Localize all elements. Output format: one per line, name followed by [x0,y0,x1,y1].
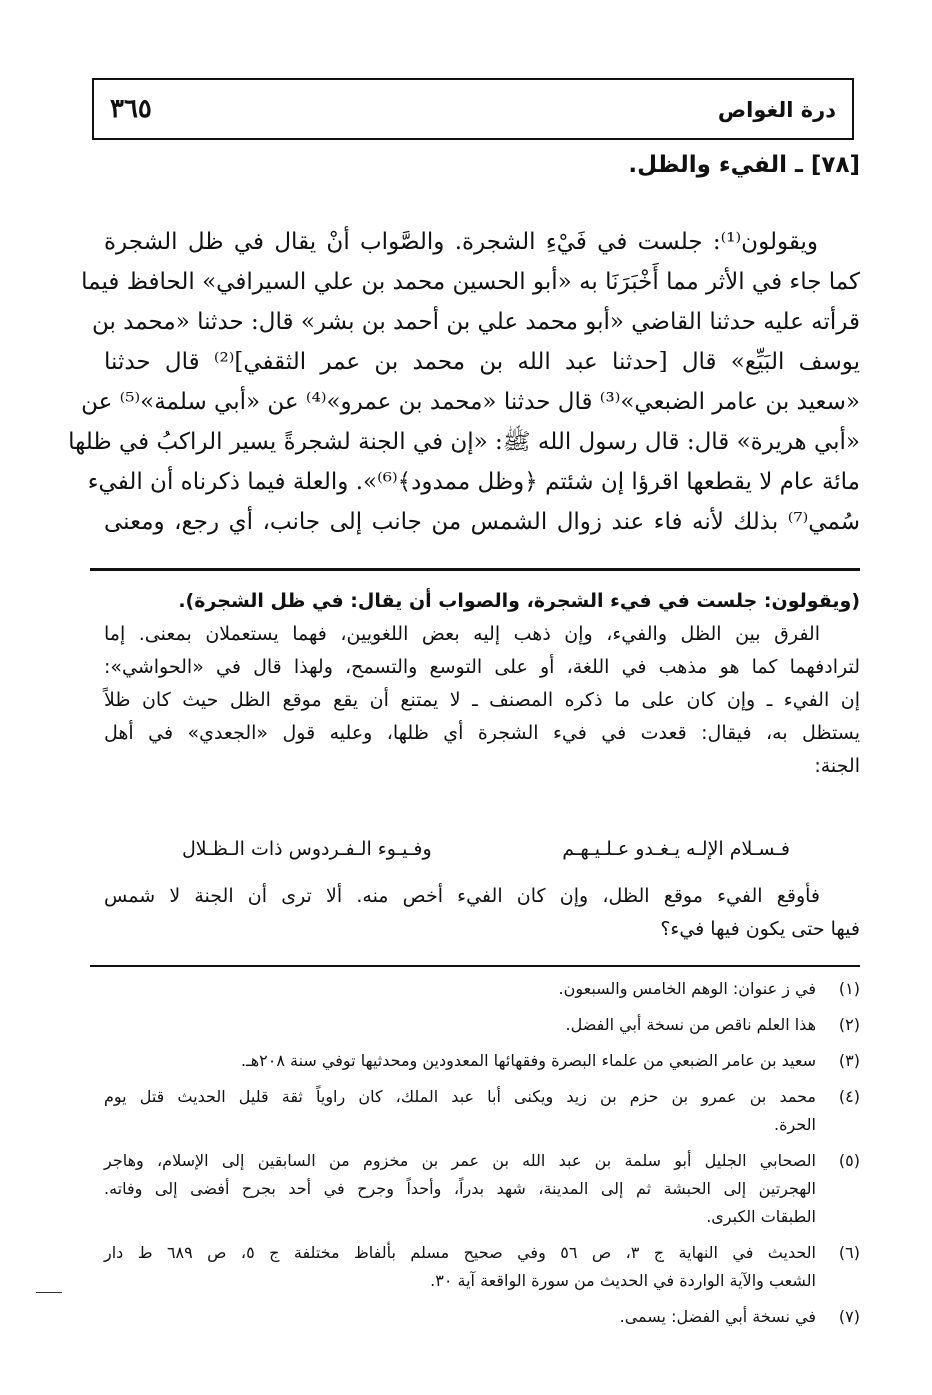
footnote-number: (٦) [838,1243,860,1262]
footnote-text: في نسخة أبي الفضل: يسمى. [619,1307,816,1326]
footnote-text: الهجرتين إلى الحبشة ثم إلى المدينة، شهد بدراً، وأحداً وجرح في أحد بجرح أفضى إلى وفاته. [104,1179,816,1198]
commentary-line: يستظل به، فيقال: قعدت في فيء الشجرة أي ظلها، وعليه قول «الجعدي» في أهل [104,722,860,744]
main-text [68,222,860,542]
main-text-line: «أبي هريرة» قال: قال رسول الله ﷺ: «إن في الجنة لشجرةً يسير الراكبُ في ظلها [68,429,860,455]
margin-mark [36,1292,62,1293]
footnote-text: هذا العلم ناقص من نسخة أبي الفضل. [565,1015,816,1034]
footnote-number: (١) [838,979,860,998]
footnote-text: الحرة. [774,1115,816,1134]
main-text-line: سُمي⁽⁷⁾ بذلك لأنه فاء عند زوال الشمس من جانب إلى جانب، أي رجع، ومعنى [104,509,860,535]
main-text-line: مائة عام لا يقطعها اقرؤا إن شئتم ﴿وظل ممدود﴾⁽⁶⁾». والعلة فيما ذكرناه أن الفيء [87,469,860,495]
commentary-continuation [104,880,860,946]
page-header [92,78,854,140]
commentary-line: إن الفيء ـ وإن كان على ما ذكره المصنف ـ لا يمتنع أن يقع موقع الظل حيث كان ظلاً [104,689,860,711]
footnote [104,1083,860,1139]
commentary-line: الفرق بين الظل والفيء، وإن ذهب إليه بعض اللغويين، فهما يستعملان بمعنى. إما [104,623,820,645]
main-text-line: كما جاء في الأثر مما أَخْبَرَنَا به «أبو الحسين محمد بن علي السيرافي» الحافظ فيما [81,269,860,295]
footnote [104,1047,860,1075]
commentary-line: الجنة: [814,755,860,777]
footnote-text: سعيد بن عامر الضبعي من علماء البصرة وفقهائها المعدودين ومحدثيها توفي سنة ٢٠٨هـ. [240,1051,816,1070]
main-text-line: «سعيد بن عامر الضبعي»⁽³⁾ قال حدثنا «محمد بن عمرو»⁽⁴⁾ عن «أبي سلمة»⁽⁵⁾ عن [81,389,860,415]
footnote-text: في ز عنوان: الوهم الخامس والسبعون. [558,979,816,998]
commentary-block [104,585,860,783]
running-title: درة الغواص [717,98,836,122]
footnote-text: الحديث في النهاية ج ٣، ص ٥٦ وفي صحيح مسلم بألفاظ مختلفة ج ٥، ص ٦٨٩ ط دار [104,1243,817,1262]
main-text-line: قرأته عليه حدثنا القاضي «أبو محمد علي بن أحمد بن بشر» قال: حدثنا «محمد بن [91,309,860,335]
footnote-text: الطبقات الكبرى. [706,1207,816,1226]
commentary-heading: (ويقولون: جلست في فيء الشجرة، والصواب أن يقال: في ظل الشجرة). [178,590,860,612]
footnote [104,975,860,1003]
section-divider [90,568,860,571]
page-number: ٣٦٥ [110,94,152,124]
main-text-line: ويقولون⁽¹⁾: جلست في فَيْءِ الشجرة. والصَّواب أنْ يقال في ظل الشجرة [104,229,818,255]
section-heading: [٧٨] ـ الفيء والظل. [628,152,860,178]
footnotes [104,975,860,1339]
footnote-number: (٧) [838,1307,860,1326]
footnote [104,1239,860,1295]
footnote-text: الصحابي الجليل أبو سلمة بن عبد الله بن عمر بن مخزوم من السابقين إلى الإسلام، وهاجر [104,1151,816,1170]
footnote [104,1011,860,1039]
poem-verse [104,832,860,866]
commentary-line: فأوقع الفيء موقع الظل، وإن كان الفيء أخص منه. ألا ترى أن الجنة لا شمس [104,885,820,907]
footnote [104,1147,860,1231]
footnote-number: (٤) [838,1087,860,1106]
footnote-number: (٣) [838,1051,860,1070]
commentary-line: فيها حتى يكون فيها فيء؟ [660,918,860,940]
footnote-text: محمد بن عمرو بن حزم بن زيد ويكنى أبا عبد الملك، كان راوياً ثقة قليل الحديث قتل يوم [104,1087,816,1106]
footnote-number: (٥) [838,1151,860,1170]
footnote [104,1303,860,1331]
poem-first-hemistich: فـسـلام الإلـه يـغـدو عـلـيـهـم [562,838,790,860]
footnote-text: الشعب والآية الواردة في الحديث من سورة الواقعة آية ٣٠. [430,1271,816,1290]
poem-second-hemistich: وفـيـوء الـفـردوس ذات الـظـلال [182,838,432,860]
footnote-number: (٢) [838,1015,860,1034]
footnote-divider [90,965,860,967]
main-text-line: يوسف البَيِّع» قال [حدثنا عبد الله بن محمد بن عمر الثقفي]⁽²⁾ قال حدثنا [104,349,860,375]
commentary-line: لترادفهما كما هو مذهب في اللغة، أو على التوسع والتسمح، ولهذا قال في «الحواشي»: [104,656,860,678]
